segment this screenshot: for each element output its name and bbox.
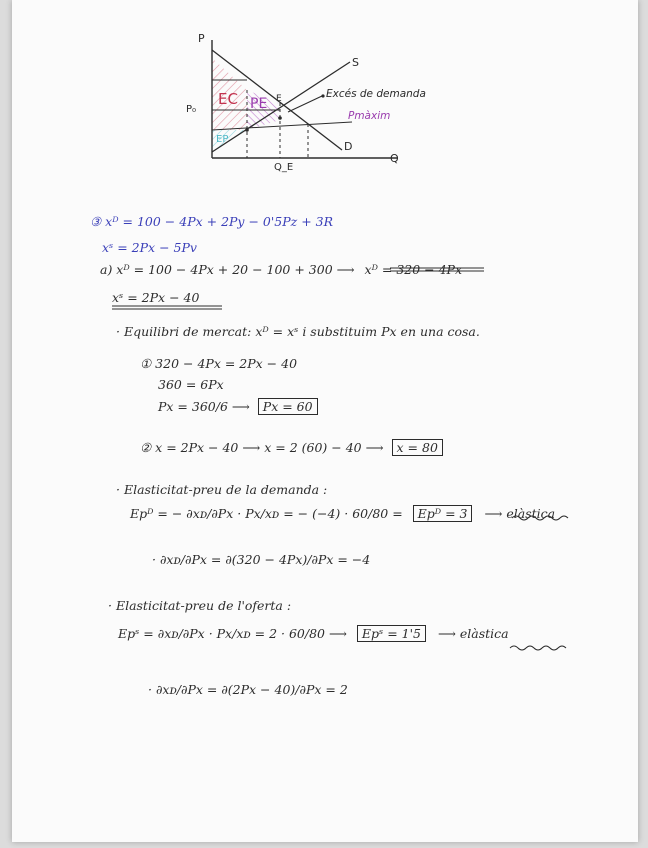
producer-surplus-label: EP	[216, 134, 229, 145]
step-a-text: a) xᴰ = 100 − 4Px + 20 − 100 + 300 ⟶	[100, 262, 355, 277]
pmax-label: Pmàxim	[348, 110, 391, 122]
point-marker	[245, 128, 249, 132]
producer-loss-label: PE	[250, 96, 268, 112]
supply-demand-diagram	[12, 0, 638, 842]
supply-derivative: · ∂xᴅ/∂Px = ∂(2Px − 40)/∂Px = 2	[148, 682, 348, 697]
supply-elasticity-calc: Epˢ = ∂xᴅ/∂Px · Px/xᴅ = 2 · 60/80 ⟶	[118, 626, 347, 641]
demand-label: D	[344, 140, 353, 153]
step-a-result: xᴰ = 320 − 4Px	[364, 262, 463, 277]
quantity-axis-label: Q	[390, 152, 399, 165]
quantity-step	[140, 440, 443, 455]
equilibrium-step-2: 360 = 6Px	[158, 377, 224, 392]
demand-derivative: · ∂xᴅ/∂Px = ∂(320 − 4Px)/∂Px = −4	[152, 552, 371, 567]
equilibrium-step-1: ① 320 − 4Px = 2Px − 40	[140, 356, 298, 371]
price-axis-label: P	[198, 32, 205, 45]
supply-elasticity-formula	[118, 626, 509, 641]
excess-demand-label: Excés de demanda	[326, 88, 426, 100]
squiggle-underline	[510, 646, 566, 650]
equilibrium-heading: · Equilibri de mercat: xᴰ = xˢ i substituim Px en una cosa.	[116, 324, 480, 339]
qe-label: Q_E	[274, 162, 294, 173]
quantity-derivation: ② x = 2Px − 40 ⟶ x = 2 (60) − 40 ⟶	[140, 440, 384, 455]
p0-label: P₀	[186, 104, 197, 115]
demand-elasticity-formula	[130, 506, 555, 521]
point-marker	[278, 116, 282, 120]
point-e-label: E	[276, 94, 282, 104]
demand-elasticity-tag: ⟶ elàstica	[484, 506, 556, 521]
quantity-result-box: x = 80	[392, 439, 443, 456]
supply-elasticity-tag: ⟶ elàstica	[437, 626, 509, 641]
arrow-head	[321, 94, 324, 97]
paper-sheet	[12, 0, 638, 842]
demand-elasticity-heading: · Elasticitat-preu de la demanda :	[116, 482, 328, 497]
step-a-line	[100, 262, 462, 277]
supply-label: S	[352, 56, 359, 69]
demand-elasticity-box: Epᴰ = 3	[413, 505, 473, 522]
price-derivation: Px = 360/6 ⟶	[158, 399, 250, 414]
supply-equation: xˢ = 2Px − 5Pv	[102, 240, 197, 255]
supply-elasticity-box: Epˢ = 1'5	[357, 625, 426, 642]
consumer-surplus-label: EC	[218, 90, 238, 108]
supply-simplified: xˢ = 2Px − 40	[112, 290, 200, 305]
demand-elasticity-calc: Epᴰ = − ∂xᴅ/∂Px · Px/xᴅ = − (−4) · 60/80 =	[130, 506, 403, 521]
price-result-box: Px = 60	[258, 398, 318, 415]
demand-equation: ③ xᴰ = 100 − 4Px + 2Py − 0'5Pz + 3R	[90, 214, 334, 229]
supply-elasticity-heading: · Elasticitat-preu de l'oferta :	[108, 598, 292, 613]
equilibrium-step-3	[158, 399, 318, 414]
